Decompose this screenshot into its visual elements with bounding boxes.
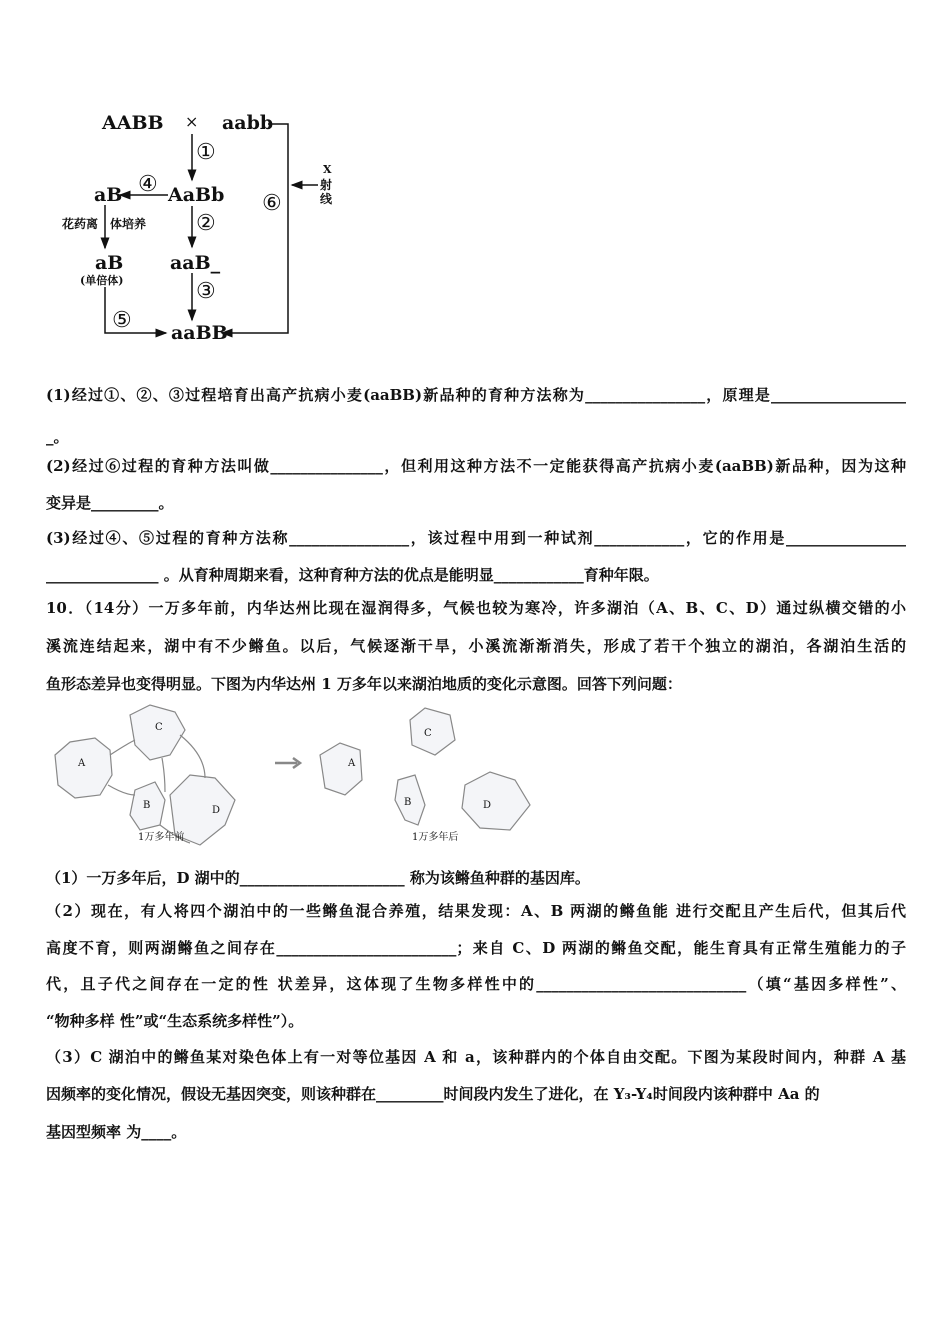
- q9-part1-line1: (1)经过①、②、③过程培育出高产抗病小麦(aaBB)新品种的育种方法称为________________，原理是__________________: [46, 386, 906, 404]
- anther-culture-label-a: 花药离: [62, 217, 99, 231]
- q10-intro-line3: 鱼形态差异也变得明显。下图为内华达州 1 万多年以来湖泊地质的变化示意图。回答下列问题：: [46, 675, 682, 693]
- lake-label-c-before: C: [155, 722, 163, 733]
- haploid-genotype: aB: [95, 252, 124, 274]
- haploid-note: (单倍体): [80, 274, 124, 287]
- q10-part3-line3: 基因型频率 为____。: [46, 1123, 187, 1141]
- xray-label-she: 射: [320, 178, 333, 192]
- breeding-diagram: [0, 0, 360, 350]
- cross-symbol: ×: [185, 112, 199, 131]
- lake-map: [40, 700, 540, 850]
- lake-a-after: [320, 743, 362, 795]
- q10-part2-line3: 代，且子代之间存在一定的性 状差异，这体现了生物多样性中的____________________________（填“基因多样性”、: [46, 975, 906, 993]
- arrow-icon: [275, 758, 300, 768]
- q10-part3-line2: 因频率的变化情况，假设无基因突变，则该种群在_________时间段内发生了进化，在 Y₃-Y₄时间段内该种群中 Aa 的: [46, 1085, 820, 1103]
- result-genotype: aaBB: [171, 322, 228, 344]
- step-4-label: ④: [138, 172, 158, 197]
- lake-label-b-after: B: [404, 797, 412, 808]
- lake-label-d-before: D: [212, 805, 221, 816]
- q10-part2-line2: 高度不育，则两湖鳉鱼之间存在________________________；来自 C、D 两湖的鳉鱼交配，能生育具有正常生殖能力的子: [46, 939, 906, 957]
- caption-before: 1万多年前: [138, 832, 185, 843]
- lake-label-b-before: B: [143, 800, 151, 811]
- gamete-genotype: aB: [94, 184, 123, 206]
- step-6-label: ⑥: [262, 191, 282, 216]
- lake-label-d-after: D: [483, 800, 492, 811]
- f1-genotype: AaBb: [168, 184, 225, 206]
- step-1-label: ①: [196, 140, 216, 165]
- anther-culture-label-b: 体培养: [110, 217, 147, 231]
- q9-part3-line1: (3)经过④、⑤过程的育种方法称________________，该过程中用到一种试剂____________，它的作用是________________: [46, 529, 906, 547]
- q9-part1-line2: _。: [46, 428, 69, 446]
- step-3-label: ③: [196, 279, 216, 304]
- lake-d-after: [462, 772, 530, 830]
- lake-c-after: [410, 708, 455, 755]
- q10-intro-line1: 10．（14分）一万多年前，内华达州比现在湿润得多，气候也较为寒冷，许多湖泊（A、B、C、D）通过纵横交错的小: [46, 599, 906, 617]
- q10-part2-line4: “物种多样 性”或“生态系统多样性”）。: [46, 1012, 304, 1030]
- parent-aabb-dominant: AABB: [102, 112, 164, 134]
- xray-label-x: X: [323, 163, 332, 176]
- q10-part3-line1: （3）C 湖泊中的鳉鱼某对染色体上有一对等位基因 A 和 a，该种群内的个体自由交配。下图为某段时间内，种群 A 基: [46, 1048, 906, 1066]
- lake-label-a-after: A: [348, 758, 356, 769]
- q9-part3-line2: _______________ 。从育种周期来看，这种育种方法的优点是能明显____________育种年限。: [46, 566, 659, 584]
- q10-intro-line2: 溪流连结起来，湖中有不少鳉鱼。以后，气候逐渐干旱，小溪流渐渐消失，形成了若干个独立的湖泊，各湖泊生活的: [46, 637, 906, 655]
- caption-after: 1万多年后: [412, 832, 459, 843]
- xray-label-xian: 线: [320, 192, 333, 206]
- q9-part2-line1: (2)经过⑥过程的育种方法叫做_______________，但利用这种方法不一定能获得高产抗病小麦(aaBB)新品种，因为这种: [46, 457, 906, 475]
- step-5-label: ⑤: [112, 308, 132, 333]
- lake-label-a-before: A: [78, 758, 86, 769]
- f2-genotype: aaB_: [170, 252, 221, 274]
- lake-change-figure: [40, 700, 540, 850]
- diagram-lines: [0, 0, 360, 350]
- step-2-label: ②: [196, 211, 216, 236]
- q10-part1: （1）一万多年后，D 湖中的______________________ 称为该鳉鱼种群的基因库。: [46, 869, 590, 887]
- parent-aabb-recessive: aabb: [222, 112, 274, 134]
- q9-part2-line2: 变异是_________。: [46, 494, 174, 512]
- lake-label-c-after: C: [424, 728, 432, 739]
- q10-part2-line1: （2）现在，有人将四个湖泊中的一些鳉鱼混合养殖，结果发现：A、B 两湖的鳉鱼能 进行交配且产生后代，但其后代: [46, 902, 906, 920]
